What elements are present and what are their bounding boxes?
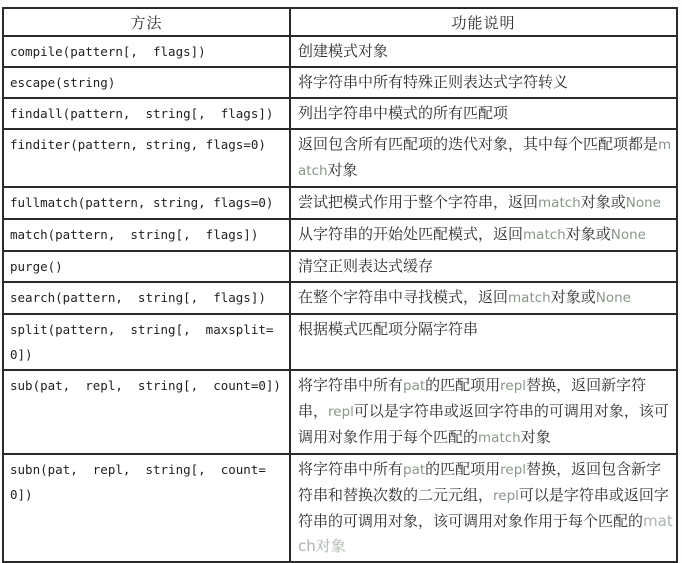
description-text: 对象或 bbox=[565, 225, 611, 243]
description-cell bbox=[290, 98, 677, 129]
document-page bbox=[2, 7, 678, 563]
description-cell bbox=[290, 314, 677, 370]
re-module-methods-table bbox=[2, 7, 678, 563]
inline-code-term: None bbox=[610, 227, 646, 243]
description-cell bbox=[290, 251, 677, 282]
inline-code-term: repl bbox=[500, 462, 527, 478]
description-text: 对象 bbox=[520, 428, 551, 446]
description-text: 的匹配项用 bbox=[425, 376, 501, 394]
description-text: 对象 bbox=[327, 161, 358, 179]
inline-code-term: pat bbox=[403, 462, 426, 478]
inline-code-term: match bbox=[478, 430, 521, 446]
inline-code-term: match bbox=[523, 227, 566, 243]
method-cell: sub(pat, repl, string[, count=0]) bbox=[3, 370, 290, 454]
table-row bbox=[3, 67, 677, 98]
description-cell bbox=[290, 67, 677, 98]
inline-code-term: pat bbox=[403, 378, 426, 394]
method-cell: compile(pattern[, flags]) bbox=[3, 36, 290, 67]
description-text: 创建模式对象 bbox=[298, 42, 389, 60]
method-cell: split(pattern, string[, maxsplit=0]) bbox=[3, 314, 290, 370]
method-cell: match(pattern, string[, flags]) bbox=[3, 219, 290, 251]
description-text: 从字符串的开始处匹配模式，返回 bbox=[298, 225, 524, 243]
method-cell: subn(pat, repl, string[, count=0]) bbox=[3, 454, 290, 562]
table-row bbox=[3, 454, 677, 562]
description-text: 可以是字符串或返回字符串的可调用对象，该可调用对象作用于每个匹配的 bbox=[298, 402, 669, 446]
table-row bbox=[3, 98, 677, 129]
method-cell: purge() bbox=[3, 251, 290, 282]
description-text: 在整个字符串中寻找模式，返回 bbox=[298, 288, 509, 306]
description-text: 将字符串中所有特殊正则表达式字符转义 bbox=[298, 73, 569, 91]
inline-code-term: repl bbox=[328, 404, 354, 420]
table-row bbox=[3, 36, 677, 67]
table-row bbox=[3, 314, 677, 370]
table-row bbox=[3, 129, 677, 187]
watermarked-text: match对象 bbox=[298, 512, 673, 555]
description-text: 根据模式匹配项分隔字符串 bbox=[298, 320, 479, 338]
description-text: 可以是字符串或返回字符串的可调用对象，该可调用对象作用于每个匹配的 bbox=[298, 486, 669, 530]
method-cell: fullmatch(pattern, string, flags=0) bbox=[3, 187, 290, 219]
inline-code-term: repl bbox=[493, 488, 519, 504]
method-cell: search(pattern, string[, flags]) bbox=[3, 282, 290, 314]
column-header-description: 功能说明 bbox=[290, 8, 677, 36]
description-text: 替换，返回包含新字符串和替换次数的二元元组， bbox=[298, 460, 662, 504]
table-row bbox=[3, 251, 677, 282]
description-text: 对象或 bbox=[550, 288, 596, 306]
description-cell bbox=[290, 454, 677, 562]
description-text: 返回包含所有匹配项的迭代对象，其中每个匹配项都是 bbox=[298, 135, 659, 153]
description-text: 清空正则表达式缓存 bbox=[298, 257, 434, 275]
inline-code-term: None bbox=[595, 290, 631, 306]
description-text: 尝试把模式作用于整个字符串，返回 bbox=[298, 193, 539, 211]
table-body bbox=[3, 36, 677, 562]
description-cell bbox=[290, 370, 677, 454]
method-cell: escape(string) bbox=[3, 67, 290, 98]
table-row bbox=[3, 282, 677, 314]
method-cell: findall(pattern, string[, flags]) bbox=[3, 98, 290, 129]
description-text: 将字符串中所有 bbox=[298, 376, 404, 394]
description-text: 的匹配项用 bbox=[425, 460, 501, 478]
table-row bbox=[3, 187, 677, 219]
description-cell bbox=[290, 187, 677, 219]
description-cell bbox=[290, 129, 677, 187]
header-row bbox=[3, 8, 677, 36]
description-text: 列出字符串中模式的所有匹配项 bbox=[298, 104, 509, 122]
table-row bbox=[3, 370, 677, 454]
inline-code-term: match bbox=[508, 290, 551, 306]
description-text: 将字符串中所有 bbox=[298, 460, 404, 478]
inline-code-term: match bbox=[538, 195, 581, 211]
description-text: 对象或 bbox=[580, 193, 626, 211]
table-row bbox=[3, 219, 677, 251]
description-cell bbox=[290, 282, 677, 314]
description-text: 替换，返回新字符串， bbox=[298, 376, 647, 420]
inline-code-term: repl bbox=[500, 378, 527, 394]
description-cell bbox=[290, 219, 677, 251]
inline-code-term: None bbox=[625, 195, 661, 211]
description-cell bbox=[290, 36, 677, 67]
column-header-method: 方法 bbox=[3, 8, 290, 36]
method-cell: finditer(pattern, string, flags=0) bbox=[3, 129, 290, 187]
inline-code-term: match bbox=[298, 137, 672, 179]
